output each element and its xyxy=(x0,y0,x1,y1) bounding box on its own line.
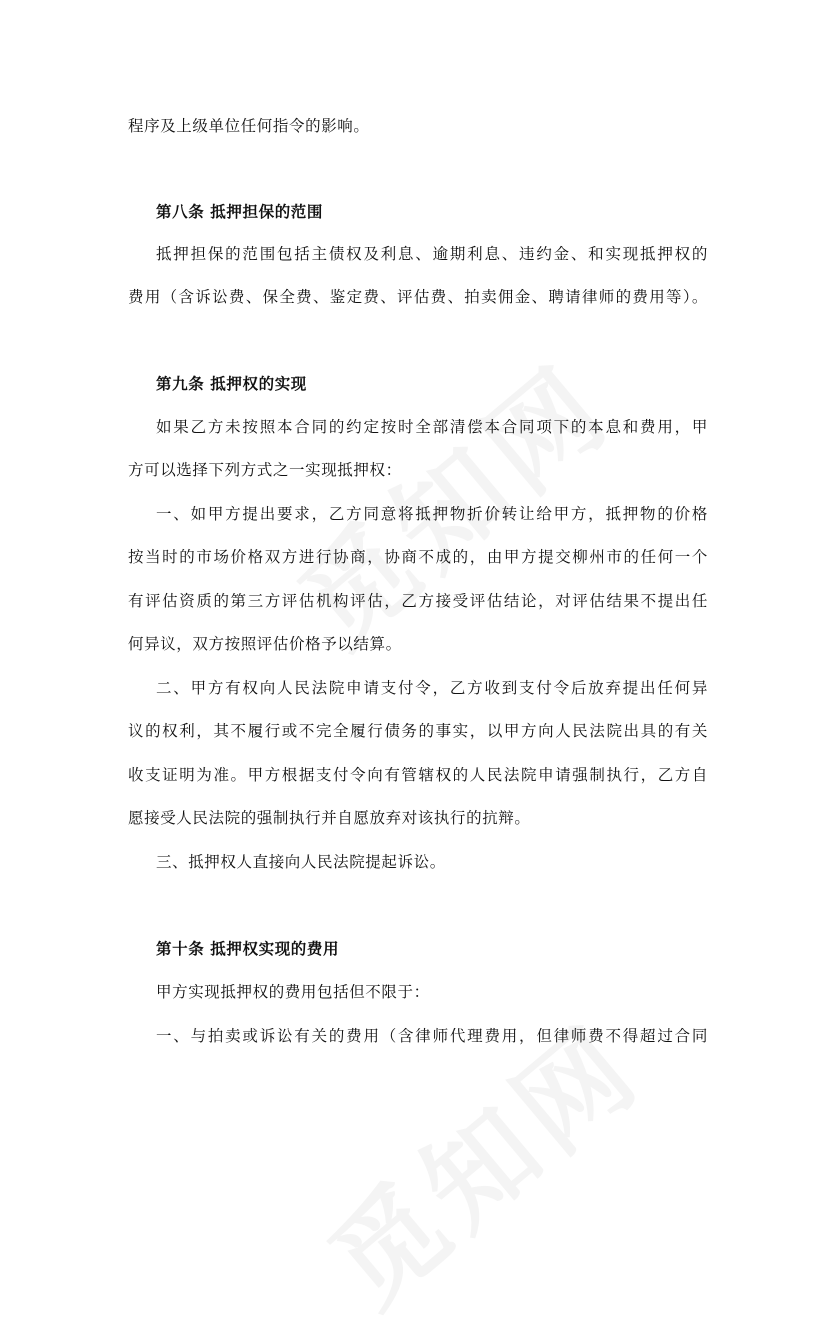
paragraph-line: 一、与拍卖或诉讼有关的费用（含律师代理费用，但律师费不得超过合同 xyxy=(156,1027,708,1045)
paragraph-line: 抵押担保的范围包括主债权及利息、逾期利息、违约金、和实现抵押权的 xyxy=(156,245,708,263)
paragraph-line: 按当时的市场价格双方进行协商，协商不成的，由甲方提交柳州市的任何一个 xyxy=(128,548,708,566)
paragraph-line: 愿接受人民法院的强制执行并自愿放弃对该执行的抗辩。 xyxy=(128,809,531,827)
paragraph-line: 二、甲方有权向人民法院申请支付令，乙方收到支付令后放弃提出任何异 xyxy=(156,679,708,697)
paragraph-line: 甲方实现抵押权的费用包括但不限于： xyxy=(156,983,430,1001)
paragraph-line: 费用（含诉讼费、保全费、鉴定费、评估费、拍卖佣金、聘请律师的费用等）。 xyxy=(128,288,708,306)
paragraph-line: 议的权利，其不履行或不完全履行债务的事实，以甲方向人民法院出具的有关 xyxy=(128,722,708,740)
paragraph-line: 何异议，双方按照评估价格予以结算。 xyxy=(128,635,402,653)
paragraph-line: 有评估资质的第三方评估机构评估，乙方接受评估结论，对评估结果不提出任 xyxy=(128,592,708,610)
paragraph-line: 收支证明为准。甲方根据支付令向有管辖权的人民法院申请强制执行，乙方自 xyxy=(128,766,708,784)
article-9-heading: 第九条 抵押权的实现 xyxy=(156,374,307,393)
paragraph-line: 方可以选择下列方式之一实现抵押权： xyxy=(128,461,402,479)
paragraph-line: 程序及上级单位任何指令的影响。 xyxy=(128,117,370,135)
article-8-heading: 第八条 抵押担保的范围 xyxy=(156,202,323,221)
article-10-heading: 第十条 抵押权实现的费用 xyxy=(156,939,340,958)
paragraph-line: 如果乙方未按照本合同的约定按时全部清偿本合同项下的本息和费用，甲 xyxy=(156,418,708,436)
paragraph-line: 一、如甲方提出要求，乙方同意将抵押物折价转让给甲方，抵押物的价格 xyxy=(156,505,708,523)
paragraph-line: 三、抵押权人直接向人民法院提起诉讼。 xyxy=(156,853,446,871)
